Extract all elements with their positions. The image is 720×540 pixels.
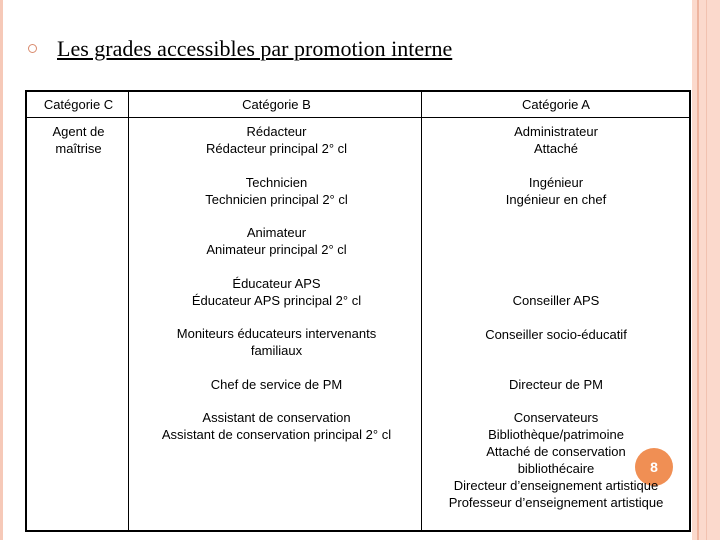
text-line: Directeur de PM [509,377,603,392]
text-line: Professeur d’enseignement artistique [448,495,664,510]
cat-b-grade [130,325,423,359]
text-line: Attaché de conservation [486,444,626,459]
text-line: Directeur d’enseignement artistique [453,478,659,493]
text-line: Moniteurs éducateurs intervenants [176,326,377,341]
text-line: familiaux [250,343,303,358]
cat-a-grade [423,409,689,511]
slide-left-border [0,0,3,540]
text-line: Conseiller socio-éducatif [485,327,627,342]
cat-a-grade [423,376,689,393]
slide-title: Les grades accessibles par promotion interne [57,36,453,61]
text-line: maîtrise [55,141,102,156]
header-cat-a: Catégorie A [522,97,590,112]
text-line: bibliothécaire [517,461,595,476]
decoration-line [706,0,707,540]
cat-b-grade [130,174,423,208]
cat-a-grade [423,292,689,309]
cat-a-grade [423,174,689,208]
text-line: Ingénieur en chef [505,192,607,207]
cat-b-grade [130,376,423,393]
text-line: Rédacteur [246,124,307,139]
column-divider [128,92,129,530]
page-number-badge: 8 [635,448,673,486]
text-line: Rédacteur principal 2° cl [205,141,348,156]
header-cat-b: Catégorie B [242,97,311,112]
cat-b-grade [130,409,423,443]
cat-b-grade [130,123,423,157]
text-line: Conseiller APS [512,293,600,308]
decoration-line [697,0,699,540]
text-line: Assistant de conservation [202,410,351,425]
cat-a-grade [423,326,689,343]
text-line: Administrateur [514,124,598,139]
cat-b-grade [130,224,423,258]
text-line: Conservateurs [513,410,599,425]
text-line: Ingénieur [528,175,584,190]
cat-c-grade [27,123,130,157]
cat-a-grade [423,123,689,157]
text-line: Assistant de conservation principal 2° cl [161,427,392,442]
text-line: Éducateur APS [232,276,321,291]
text-line: Bibliothèque/patrimoine [488,427,624,442]
text-line: Agent de [52,124,105,139]
text-line: Chef de service de PM [210,377,343,392]
text-line: Animateur [246,225,307,240]
column-divider [421,92,422,530]
bullet-icon [28,44,37,53]
grades-table [25,90,691,532]
text-line: Éducateur APS principal 2° cl [191,293,362,308]
header-divider [27,117,689,118]
text-line: Technicien principal 2° cl [205,192,348,207]
text-line: Technicien [245,175,308,190]
text-line: Animateur principal 2° cl [206,242,347,257]
cat-b-grade [130,275,423,309]
text-line: Attaché [533,141,579,156]
header-cat-c: Catégorie C [43,97,114,112]
